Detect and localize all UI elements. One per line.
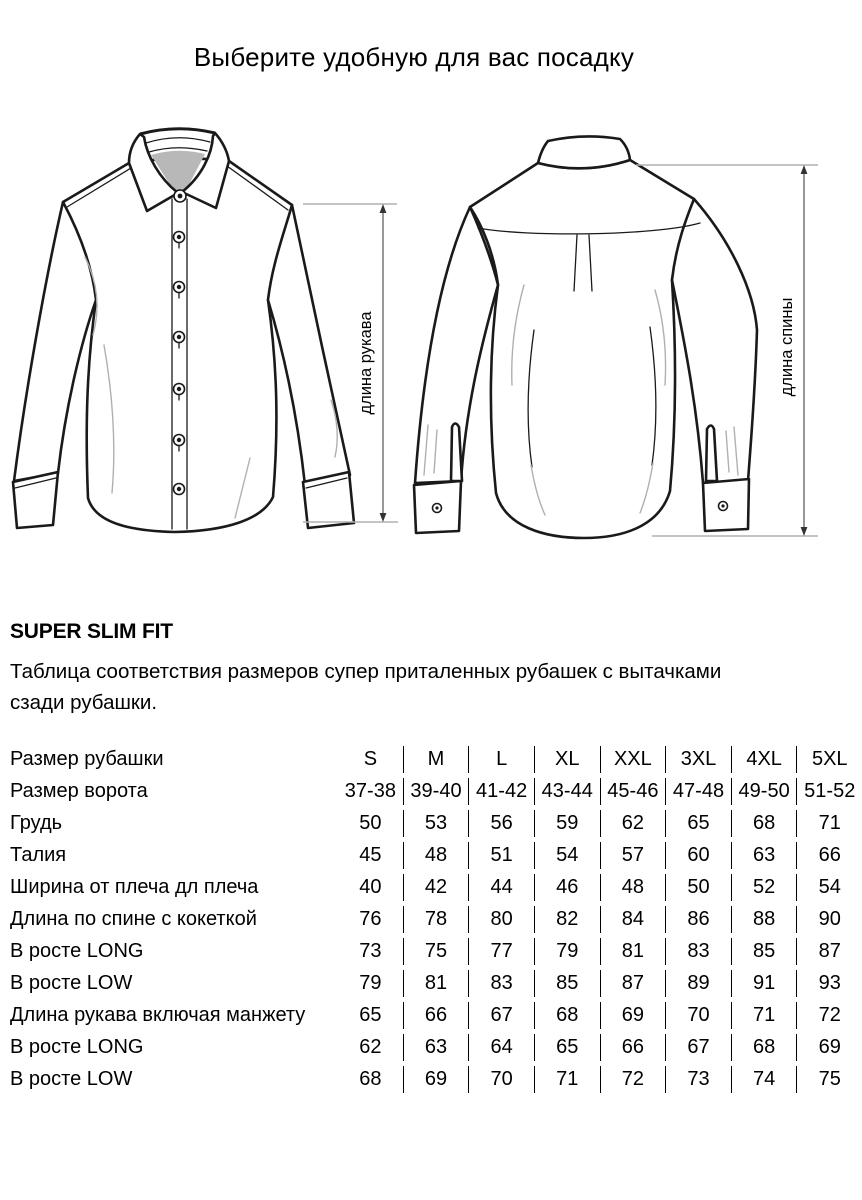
table-cell: 57 — [600, 842, 666, 869]
table-cell: 4XL — [731, 746, 797, 773]
table-cell: 41-42 — [468, 778, 534, 805]
section-description-line2: сзади рубашки. — [10, 691, 158, 714]
row-label: В росте LONG — [10, 940, 144, 962]
section-description — [10, 656, 721, 718]
table-cell: 66 — [403, 1002, 469, 1029]
table-cell: 83 — [665, 938, 731, 965]
table-row — [0, 746, 862, 773]
table-cell: 79 — [534, 938, 600, 965]
table-row — [0, 938, 862, 965]
table-cell: 54 — [534, 842, 600, 869]
table-cell: 71 — [731, 1002, 797, 1029]
table-cell: 60 — [665, 842, 731, 869]
row-label: Длина по спине с кокеткой — [10, 908, 257, 930]
table-cell: 68 — [359, 1068, 382, 1090]
page-title: Выберите удобную для вас посадку — [193, 42, 635, 72]
table-cell: 51 — [468, 842, 534, 869]
table-row — [0, 1066, 862, 1093]
row-label: Талия — [10, 844, 67, 866]
table-row — [0, 1034, 862, 1061]
table-cell: 70 — [665, 1002, 731, 1029]
table-cell: 85 — [731, 938, 797, 965]
table-cell: 71 — [796, 810, 862, 837]
table-cell: 48 — [403, 842, 469, 869]
table-cell: 83 — [468, 970, 534, 997]
table-row — [0, 1002, 862, 1029]
table-cell: 65 — [665, 810, 731, 837]
table-cell: 80 — [468, 906, 534, 933]
table-cell: 45 — [359, 844, 382, 866]
table-cell: 90 — [796, 906, 862, 933]
table-cell: 77 — [468, 938, 534, 965]
table-cell: 50 — [665, 874, 731, 901]
table-cell: 87 — [796, 938, 862, 965]
table-cell: 68 — [731, 1034, 797, 1061]
table-cell: 72 — [796, 1002, 862, 1029]
shirt-back-drawing — [414, 136, 757, 538]
row-label: В росте LOW — [10, 1068, 133, 1090]
table-cell: 62 — [600, 810, 666, 837]
row-label: Размер рубашки — [10, 748, 164, 770]
table-cell: 88 — [731, 906, 797, 933]
table-cell: 50 — [359, 812, 382, 834]
table-cell: 82 — [534, 906, 600, 933]
section-description-line1: Таблица соответствия размеров супер приталенных рубашек с вытачками — [10, 660, 722, 683]
table-cell: 49-50 — [731, 778, 797, 805]
table-cell: XL — [534, 746, 600, 773]
table-cell: 63 — [403, 1034, 469, 1061]
size-table — [0, 746, 862, 1098]
table-cell: 46 — [534, 874, 600, 901]
table-cell: 81 — [403, 970, 469, 997]
table-cell: 42 — [403, 874, 469, 901]
table-cell: 91 — [731, 970, 797, 997]
table-cell: 65 — [534, 1034, 600, 1061]
row-label: Грудь — [10, 812, 63, 834]
sleeve-length-label: длина рукава — [357, 311, 375, 415]
table-cell: 75 — [403, 938, 469, 965]
table-cell: 52 — [731, 874, 797, 901]
fit-diagram — [0, 95, 862, 575]
table-cell: 45-46 — [600, 778, 666, 805]
table-cell: 69 — [403, 1066, 469, 1093]
section-heading: SUPER SLIM FIT — [10, 620, 173, 643]
table-cell: 78 — [403, 906, 469, 933]
table-row — [0, 874, 862, 901]
table-cell: 81 — [600, 938, 666, 965]
table-cell: 54 — [796, 874, 862, 901]
table-cell: 68 — [731, 810, 797, 837]
row-label: Ширина от плеча дл плеча — [10, 876, 259, 898]
table-cell: 89 — [665, 970, 731, 997]
table-row — [0, 778, 862, 805]
table-cell: 73 — [359, 940, 382, 962]
shirt-front-drawing — [13, 129, 354, 532]
table-row — [0, 810, 862, 837]
table-cell: 63 — [731, 842, 797, 869]
table-cell: 66 — [796, 842, 862, 869]
table-cell: 73 — [665, 1066, 731, 1093]
row-label: Длина рукава включая манжету — [10, 1004, 306, 1026]
table-cell: L — [468, 746, 534, 773]
table-cell: 67 — [468, 1002, 534, 1029]
table-cell: 75 — [796, 1066, 862, 1093]
table-cell: 37-38 — [344, 780, 396, 802]
table-cell: M — [403, 746, 469, 773]
table-cell: 53 — [403, 810, 469, 837]
table-cell: 51-52 — [796, 778, 862, 805]
table-cell: 47-48 — [665, 778, 731, 805]
table-cell: 93 — [796, 970, 862, 997]
table-cell: 69 — [796, 1034, 862, 1061]
table-row — [0, 842, 862, 869]
table-cell: 65 — [359, 1004, 382, 1026]
table-cell: 70 — [468, 1066, 534, 1093]
table-cell: 56 — [468, 810, 534, 837]
table-cell: 86 — [665, 906, 731, 933]
back-length-label: длина спины — [778, 297, 796, 397]
table-cell: 72 — [600, 1066, 666, 1093]
table-cell: 62 — [359, 1036, 382, 1058]
table-cell: 3XL — [665, 746, 731, 773]
table-cell: 79 — [359, 972, 382, 994]
table-cell: 74 — [731, 1066, 797, 1093]
row-label: В росте LONG — [10, 1036, 144, 1058]
table-cell: 43-44 — [534, 778, 600, 805]
table-cell: 68 — [534, 1002, 600, 1029]
table-row — [0, 970, 862, 997]
row-label: В росте LOW — [10, 972, 133, 994]
table-cell: S — [363, 748, 378, 770]
table-cell: 5XL — [796, 746, 862, 773]
table-cell: 44 — [468, 874, 534, 901]
table-cell: 71 — [534, 1066, 600, 1093]
table-cell: 67 — [665, 1034, 731, 1061]
table-cell: 59 — [534, 810, 600, 837]
table-row — [0, 906, 862, 933]
row-label: Размер ворота — [10, 780, 148, 802]
table-cell: 66 — [600, 1034, 666, 1061]
table-cell: 76 — [359, 908, 382, 930]
table-cell: 84 — [600, 906, 666, 933]
table-cell: 87 — [600, 970, 666, 997]
table-cell: 85 — [534, 970, 600, 997]
table-cell: 69 — [600, 1002, 666, 1029]
table-cell: XXL — [600, 746, 666, 773]
table-cell: 39-40 — [403, 778, 469, 805]
table-cell: 48 — [600, 874, 666, 901]
table-cell: 64 — [468, 1034, 534, 1061]
table-cell: 40 — [359, 876, 382, 898]
